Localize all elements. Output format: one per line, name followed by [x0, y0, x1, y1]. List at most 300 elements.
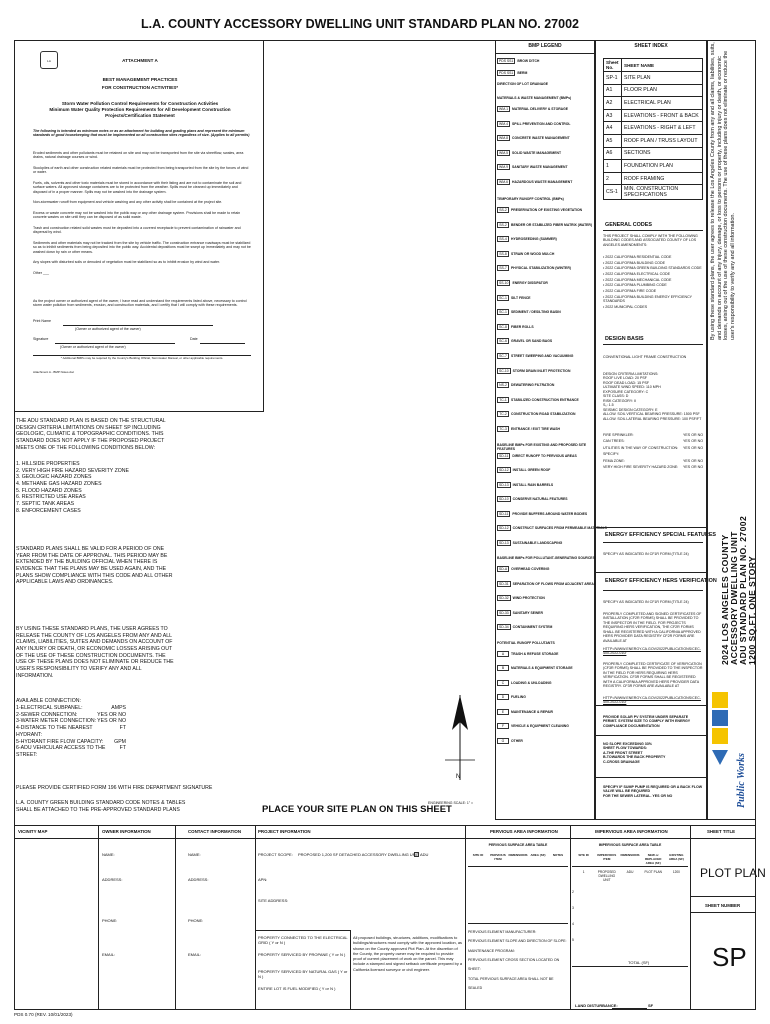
connection-value[interactable]: YES OR NO: [97, 711, 126, 718]
bmp-label: SOLID WASTE MANAGEMENT: [512, 150, 562, 155]
divider: [468, 866, 568, 867]
owner-info-title: OWNER INFORMATION: [102, 829, 151, 834]
bmp-item: [497, 680, 552, 686]
green-building-note: L.A. COUNTY GREEN BUILDING STANDARD CODE NOTES & TABLES SHALL BE ATTACHED TO THE PRE-APPROVED STANDARD PLANS: [16, 800, 186, 813]
bmp-label: DIRECT RUNOFF TO PERVIOUS AREAS: [512, 453, 577, 458]
connection-value[interactable]: FT: [119, 725, 126, 731]
impervious-cell: 1200: [672, 870, 680, 874]
bmp-label: WIND PROTECTION: [512, 596, 545, 601]
attachment-bullet: Eroded sediments and other pollutants must be retained on site and may not be transported from the site via sheetflow, swales, area drains, natural drainage courses or wind.: [33, 151, 244, 160]
bmp-item: [497, 265, 571, 271]
bmp-label: BENDER OR STABILIZED FIBER MATRIX (WATER): [511, 222, 592, 227]
bmp-label: OTHER: [511, 738, 523, 743]
pervious-col: NOTES: [552, 853, 564, 857]
mwm-heading: MATERIALS & WASTE MANAGEMENT (BMPs): [497, 96, 572, 100]
bmp-item: [497, 525, 607, 531]
pervious-col: PERVIOUS ITEM: [490, 853, 506, 861]
bmp-item: [497, 338, 552, 344]
criteria-item: EXPOSURE CATEGORY: C: [603, 389, 649, 394]
sheet-index-row: [604, 160, 703, 173]
bmp-label: BROW DITCH: [517, 59, 540, 63]
sheet-no: SP-1: [604, 72, 622, 85]
pervious-col: AREA (SF): [530, 853, 546, 857]
impervious-info-title: IMPERVIOUS AREA INFORMATION: [595, 829, 668, 834]
connection-label: 5-HYDRANT FIRE FLOW CAPACITY:: [16, 738, 104, 745]
condition-item: 1. HILLSIDE PROPERTIES: [16, 461, 80, 467]
bmp-symbol: C: [497, 680, 509, 686]
owner-email-label: EMAIL:: [102, 952, 116, 957]
pollutant-heading: BASELINE BMPs FOR POLLUTANT-GENERATING SOURCES: [497, 556, 595, 561]
fire-label: VERY HIGH FIRE SEVERITY HAZARD ZONE:: [603, 465, 679, 470]
fire-value[interactable]: YES OR NO: [683, 445, 703, 450]
bmp-symbol: TC-1: [497, 397, 509, 403]
fuel-modified-field[interactable]: ENTIRE LOT IS FUEL MODIFIED ( Y or N ): [258, 986, 336, 991]
land-disturbance-label: LAND DISTURBANCE:: [575, 1003, 618, 1008]
fire-value[interactable]: YES OR NO: [683, 465, 703, 470]
bmp-symbol: SD-11: [499, 511, 509, 516]
fire-label: CAN TREES:: [603, 439, 625, 444]
impervious-col: IMPERVIOUS ITEM: [597, 853, 617, 861]
fire-row: [603, 446, 703, 450]
connection-value[interactable]: FT: [119, 745, 126, 752]
site-plan-placeholder: PLACE YOUR SITE PLAN ON THIS SHEET: [262, 804, 452, 815]
fire-value[interactable]: YES OR NO: [683, 433, 703, 437]
bmp-label: TRASH & REFUSE STORAGE: [511, 651, 559, 656]
bmp-symbol: SD-34: [499, 625, 509, 630]
bmp-item: [497, 482, 553, 488]
sheet-name: SECTIONS: [622, 147, 703, 160]
impervious-ids: [572, 884, 582, 948]
bmp-item: [497, 164, 568, 170]
bmp-label: STREET SWEEPING AND VACUUMING: [511, 354, 574, 358]
attachment-bullet: Excess or waste concrete may not be washed into the public way or any other drainage system. Provisions shall be made to retain concrete wastes on site until they can be disposed of as solid waste.: [33, 210, 241, 220]
fire-row: [603, 465, 703, 469]
bmp-item: [497, 709, 553, 715]
impervious-cell: ADU: [626, 870, 634, 874]
print-name-label: Print Name: [33, 319, 51, 323]
bmp-item: [497, 368, 570, 374]
divider: [175, 825, 176, 1010]
divider: [570, 825, 571, 1010]
bmp-symbol: SS-2: [497, 207, 509, 213]
county-seal-icon: LA: [40, 51, 58, 69]
propane-field[interactable]: PROPERTY SERVICED BY PROPANE ( Y or N ): [258, 952, 346, 957]
project-info-title: PROJECT INFORMATION: [258, 829, 311, 834]
attachment-sub-3: Projects/Certification Statement: [105, 113, 175, 118]
pervious-info-title: PERVIOUS AREA INFORMATION: [490, 829, 558, 834]
impervious-cell: PROPOSED DWELLING UNIT: [597, 870, 616, 882]
attachment-bullet: Other ___: [33, 270, 49, 275]
bmp-symbol: SD-13: [499, 482, 509, 487]
attachment-heading-1: BEST MANAGEMENT PRACTICES: [102, 77, 178, 82]
fire-label: UTILITIES IN THE WAY OF CONSTRUCTION:: [603, 445, 679, 450]
pervious-col: DIMENSIONS: [508, 853, 528, 857]
bmp-symbol: WM-8: [499, 136, 509, 140]
divider: [98, 825, 99, 1010]
divider: [595, 527, 707, 528]
vicinity-map-title: VICINITY MAP: [18, 829, 48, 834]
bmp-item: [497, 694, 526, 700]
attachment-sub-1: Storm Water Pollution Control Requirements for Construction Activities: [61, 101, 219, 106]
pervious-table-title: PERVIOUS SURFACE AREA TABLE: [488, 843, 548, 847]
sheet-name: SITE PLAN: [622, 72, 703, 85]
general-codes-list: [603, 255, 703, 311]
criteria-item: ULTIMATE WIND SPEED: 110 MPH: [603, 385, 661, 390]
land-disturbance-unit: SF: [648, 1003, 654, 1008]
bmp-symbol: WM-9: [499, 165, 509, 169]
sheet-name: FLOOR PLAN: [622, 84, 703, 97]
code-item: • 2022 CALIFORNIA MECHANICAL CODE: [603, 277, 672, 282]
connection-value[interactable]: GPM: [114, 738, 126, 745]
bmp-item: [497, 610, 543, 616]
connection-value[interactable]: AMPS: [111, 704, 126, 711]
impervious-col: SITE ID: [578, 853, 589, 857]
bmp-label: INSTALL GREEN ROOF: [512, 468, 551, 473]
bmp-label: BERM: [517, 71, 528, 75]
bmp-label: STABILIZED CONSTRUCTION ENTRANCE: [511, 397, 579, 402]
sheet-number-value: SP: [712, 942, 747, 972]
electrical-grid-field[interactable]: PROPERTY CONNECTED TO THE ELECTRICAL GRID ( Y or N ): [258, 935, 348, 945]
criteria-intro: THE ADU STANDARD PLAN IS BASED ON THE STRUCTURAL DESIGN CRITERIA LIMITATIONS ON SHEET SP INCLUDING GEOLOGIC, CLIMATIC & TOPOGRAPHIC CONDITIONS. THIS STANDARD DOES NOT APPLY IF THE PROPOSED PROJECT MEETS ONE OF THE FOLLOWING CONDITIONS BELOW:: [16, 418, 166, 451]
bmp-symbol: SS-4: [497, 236, 509, 242]
bmp-label: CONCRETE WASTE MANAGEMENT: [512, 136, 570, 140]
bmp-item: [497, 496, 568, 502]
attachment-heading-2: FOR CONSTRUCTION ACTIVITIES*: [101, 85, 179, 90]
bmp-label: MATERIALS & EQUIPMENT STORAGE: [511, 666, 573, 671]
bmp-label: STORM DRAIN INLET PROTECTION: [512, 368, 571, 373]
sheet-index-header: [604, 59, 703, 72]
impervious-id: 4: [572, 922, 574, 926]
divider: [14, 838, 756, 839]
criteria-item: SITE CLASS: D: [603, 394, 629, 399]
sheet-name: ELECTRICAL PLAN: [622, 97, 703, 110]
sump-note: SPECIFY IF SUMP PUMP IS REQUIRED OR A BACK FLOW VALVE WILL BE REQUIRED FOR THE SEWER LATERAL. YES OR NO: [603, 785, 703, 798]
bmp-symbol: SC-6: [497, 338, 509, 344]
sheet-index-row: [604, 72, 703, 85]
bmp-item: [497, 121, 570, 127]
bmp-label: SANITARY SEWER: [512, 610, 543, 615]
print-name-sub: (Owner or authorized agent of the owner): [75, 327, 141, 331]
divider: [468, 923, 568, 924]
bmp-symbol: E: [497, 709, 509, 715]
code-item: • 2022 CALIFORNIA GREEN BUILDING STANDARDS CODE: [603, 266, 702, 271]
bmp-label: CONSTRUCTION ROAD STABILIZATION: [511, 412, 576, 417]
bmp-item: [497, 738, 523, 744]
signature-label: Signature: [33, 337, 49, 341]
sheet-no: A4: [604, 122, 622, 135]
bmp-symbol: SS-10: [499, 281, 509, 285]
energy-url-1[interactable]: HTTP://WWW.ENERGY.CA.GOV/2022PUBLICATIONS/CEC-400-2022-010/: [603, 647, 701, 656]
energy-url-2[interactable]: HTTP://WWW.ENERGY.CA.GOV/2022PUBLICATIONS/CEC-400-2022-010/: [603, 696, 701, 705]
bmp-item: [497, 70, 527, 76]
bmp-symbol: F: [497, 723, 509, 729]
bmp-item: [497, 382, 554, 388]
bmp-label: CONSERVE NATURAL FEATURES: [512, 497, 568, 502]
bmp-item: [497, 397, 579, 403]
bmp-symbol: WM-6: [499, 179, 509, 184]
logo-text: Public Works: [736, 753, 747, 808]
contact-email-label: EMAIL:: [188, 952, 202, 957]
impervious-table-header: [572, 853, 688, 865]
impervious-col: NEW or REPLACED AREA (SF): [644, 853, 662, 865]
pervious-note: TOTAL PERVIOUS SURFACE AREA SHALL NOT BE SEALED: [468, 976, 554, 991]
sheet-index-col-2: SHEET NAME: [622, 59, 703, 72]
attachment-bullet: Fuels, oils, solvents and other toxic materials must be stored in accordance with their listing and are not to contaminate the soil and surface waters. All approved storage containers are to be protected from the weather. Spills must be cleaned up immediately and disposed of in a proper manner. Spills may not be washed into the drainage system.: [33, 180, 242, 194]
impervious-cell: PLOT PLAN: [644, 870, 662, 874]
divider: [603, 590, 703, 591]
validity-note: STANDARD PLANS SHALL BE VALID FOR A PERIOD OF ONE YEAR FROM THE DATE OF APPROVAL. THIS PERIOD MAY BE EXTENDED BY THE BUILDING OFFICIAL WHEN THERE IS EVIDENCE THAT THE PLANS MAY BE USED AGAIN, AND THE PLANS SHOW COMPLIANCE WITH THIS CODE AND ALL OTHER APPLICABLE LAWS AND ORDINANCES.: [16, 546, 173, 586]
energy-hers-text-b: PROPERLY COMPLETED AND SIGNED CERTIFICATES OF INSTALLATION (CF2R FORMS) SHALL BE PROVIDED TO THE INSPECTOR IN THE FIELD. FOR PROJECTS REQUIRING HERS VERIFICATION, THE CF2R FORMS SHALL BE REGISTERED WITH A CALIFORNIA APPROVED HERS PROVIDER DATA REGISTRY CF2R FORMS ARE AVAILABLE AT: [603, 612, 702, 643]
sheet-number-label: SHEET NUMBER: [705, 903, 741, 908]
bmp-item: [497, 135, 570, 141]
bmp-item: [497, 511, 587, 517]
code-item: • 2022 CALIFORNIA BUILDING ENERGY EFFICIENCY STANDARDS: [603, 294, 692, 304]
bmp-item: [497, 58, 539, 64]
general-codes-title: GENERAL CODES: [605, 222, 652, 228]
bmp-symbol: SD-12: [499, 526, 509, 531]
divider: [572, 966, 688, 967]
bmp-label: CONSTRUCT SURFACES FROM PERMEABLE MATERIALS: [512, 526, 607, 531]
pervious-notes: [468, 928, 568, 993]
bmp-symbol: SC-8: [497, 324, 509, 330]
divider: [572, 866, 688, 867]
attachment-a-panel: [14, 40, 264, 412]
attachment-ref: Attachment A - BMP Notes.doc: [33, 370, 75, 374]
impervious-id: 2: [572, 890, 574, 894]
connection-label: 6-ADU VEHICULAR ACCESS TO THE STREET:: [16, 745, 106, 758]
contact-phone-label: PHONE:: [188, 918, 204, 923]
criteria-item: RISK CATEGORY: II: [603, 398, 637, 403]
plan-title-line-2: ACCESSORY DWELLING UNIT: [729, 531, 739, 665]
bmp-symbol: SC-1: [497, 295, 509, 301]
fire-value[interactable]: YES OR NO: [683, 439, 703, 444]
sheet-index-row: [604, 172, 703, 185]
fire-label: FEMA ZONE:: [603, 458, 625, 463]
condition-item: 7. SEPTIC TANK AREAS: [16, 500, 75, 507]
bmp-symbol: SC-7: [497, 353, 509, 359]
divider: [255, 825, 256, 1010]
bmp-symbol: PDS SS1: [499, 71, 514, 75]
bmp-symbol: WM-4: [499, 121, 509, 126]
bmp-item: [497, 581, 596, 587]
bmp-symbol: SS-7: [497, 265, 509, 271]
pervious-table-header: [468, 853, 568, 861]
bmp-symbol: WM-1: [499, 107, 509, 111]
owner-phone-label: PHONE:: [102, 918, 118, 923]
natural-gas-field[interactable]: PROPERTY SERVICED BY NATURAL GAS ( Y or N ): [258, 969, 348, 979]
bmp-item: [497, 665, 573, 671]
baseline-heading: BASELINE BMPs FOR EXISTING AND PROPOSED SITE FEATURES: [497, 442, 587, 451]
contact-info-title: CONTACT INFORMATION: [188, 829, 242, 834]
release-note: BY USING THESE STANDARD PLANS, THE USER AGREES TO RELEASE THE COUNTY OF LOS ANGELES FROM ANY AND ALL CLAIMS, LIABILITIES, SUITES AND DEMANDS ON ACCOUNT OF ANY INJURY OR DEATH, OR ECONOMIC LOSSES ARISING OUT OF THE USE OF THESE CONSTRUCTION DOCUMENTS. THE USE OF THESE PLANS DOES NOT ELIMINATE OR REDUCE THE USER'S RESPONSIBILITY TO VERIFY ANY AND ALL INFORMATION.: [16, 626, 174, 679]
bmp-item: [497, 411, 575, 417]
impervious-row: [572, 870, 688, 882]
divider: [603, 344, 703, 345]
potential-heading: POTENTIAL RUNOFF POLLUTANTS: [497, 640, 555, 645]
available-heading: AVAILABLE CONNECTION:: [16, 698, 81, 704]
attachment-bullet: Sediments and other materials may not be tracked from the site by vehicle traffic. The construction entrance roadways must be stabilized so as to inhibit sediments from being deposited into the public way. Accidental depositions must be swept up immediately and may not be washed down by rain or other means.: [33, 240, 251, 254]
bmp-symbol: SD-13: [499, 540, 509, 545]
bmp-label: MATERIAL DELIVERY & STORAGE: [512, 107, 568, 111]
adu-checkbox[interactable]: [414, 852, 419, 857]
bmp-item: [497, 179, 572, 185]
form-id: PDS 0.70 (REV. 10/01/2023): [14, 1012, 73, 1017]
condition-item: 3. GEOLOGIC HAZARD ZONES: [16, 474, 92, 481]
bmp-symbol: TC-3: [497, 426, 509, 432]
bmp-label: DEWATERING FILTRATION: [511, 383, 555, 388]
fire-row: [603, 452, 703, 456]
divider: [690, 912, 756, 913]
bmp-label: SEPARATION OF FLOWS FROM ADJACENT AREAS: [512, 581, 597, 586]
attachment-bullet: Non-stormwater runoff from equipment and vehicle washing and any other activity shall be contained at the project site.: [33, 200, 223, 205]
plan-title-line-3: ADU STANDARD PLAN NO. 27002: [738, 515, 748, 665]
sheet-name: MIN. CONSTRUCTION SPECIFICATIONS: [622, 185, 703, 200]
bmp-label: PRESERVATION OF EXISTING VEGETATION: [511, 208, 583, 212]
bmp-item: [497, 309, 561, 315]
impervious-id: 3: [572, 906, 574, 910]
bmp-symbol: SD-11: [499, 453, 509, 458]
bmp-item: [497, 540, 562, 546]
energy-special-text: SPECIFY AS INDICATED IN CF1R FORM (TITLE 24): [603, 552, 689, 556]
criteria-item: SEISMIC DESIGN CATEGORY: E: [603, 407, 658, 412]
bmp-item: [497, 324, 534, 330]
fire-info: [603, 433, 703, 472]
pervious-col: SITE ID: [472, 853, 484, 857]
bmp-item: [497, 251, 554, 257]
sheet-name: ROOF FRAMING: [622, 172, 703, 185]
code-item: • 2022 CALIFORNIA BUILDING CODE: [603, 260, 665, 265]
signature-line[interactable]: [55, 343, 175, 344]
fire-value[interactable]: YES OR NO: [683, 458, 703, 463]
north-arrow-icon: [440, 690, 480, 785]
connection-row: [16, 739, 176, 746]
attachment-bullet: Trash and construction related solid wastes must be deposited into a covered receptacle to prevent contamination of rainwater and dispersal by wind.: [33, 225, 241, 235]
divider: [603, 542, 703, 543]
bmp-item: [497, 280, 548, 286]
code-item: • 2022 CALIFORNIA PLUMBING CODE: [603, 283, 667, 288]
divider: [595, 777, 707, 778]
fire-cert-note: PLEASE PROVIDE CERTIFIED FORM 196 WITH FIRE DEPARTMENT SIGNATURE: [16, 785, 213, 791]
land-disturbance-line[interactable]: [612, 1008, 647, 1009]
condition-item: 8. ENFORCEMENT CASES: [16, 507, 81, 514]
fire-row: [603, 439, 703, 443]
sheet-index-row: [604, 122, 703, 135]
sheet-index-table: [603, 58, 703, 200]
slope-note: NO SLOPE EXCEEDING 33% SHEET FLOW TOWARDS: A-THE FRONT STREET B-TOWARDS THE BACK PROPERTY C-CROSS DRAINAGE: [603, 742, 666, 764]
bmp-symbol: PDS SS1: [499, 59, 514, 63]
connection-label: 2-SEWER CONNECTION:: [16, 711, 78, 718]
attachment-label: ATTACHMENT A: [122, 58, 158, 63]
bmp-item: [497, 236, 557, 242]
criteria-item: ROOF DEAD LOAD: 15 PSF: [603, 380, 650, 385]
contact-address-label: ADDRESS:: [188, 877, 209, 882]
attachment-sub-2: Minimum Water Quality Protection Requirements for All Development Construction: [49, 107, 231, 112]
energy-hers-text-c: PROPERLY COMPLETED CERTIFICATE OF VERIFICATION (CF3R FORMS) SHALL BE PROVIDED TO THE INSPECTOR IN THE FIELD FOR HERS REQUIRING HERS VERIFICATION. CF3R FORMS SHALL BE REGISTERED WITH A CALIFORNIA APPROVED HERS PROVIDER DATA REGISTRY. CF3R FORMS ARE AVAILABLE AT: [603, 662, 703, 689]
divider: [595, 572, 707, 573]
bmp-label: OVERHEAD COVERING: [511, 567, 550, 572]
bmp-symbol: SD-12: [499, 468, 509, 473]
impervious-cell: 1: [582, 870, 585, 874]
svg-text:N: N: [456, 774, 461, 780]
project-scope-label: PROJECT SCOPE:: [258, 852, 293, 857]
connection-row: [16, 705, 176, 712]
bmp-symbol: SS-8: [497, 251, 509, 257]
plan-title-line-1: 2024 LOS ANGELES COUNTY: [720, 534, 730, 665]
connection-value[interactable]: YES OR NO: [97, 718, 126, 725]
sheet-index-row: [604, 97, 703, 110]
bmp-item: [497, 295, 531, 301]
connection-row: [16, 718, 176, 725]
connection-label: 1-ELECTRICAL SUBPANEL:: [16, 704, 83, 711]
condition-item: 6. RESTRICTED USE AREAS: [16, 494, 86, 501]
design-basis-title: DESIGN BASIS: [605, 336, 644, 342]
code-item: • 2022 CALIFORNIA RESIDENTIAL CODE: [603, 255, 672, 259]
bmp-symbol: NS-2: [497, 382, 509, 388]
bmp-symbol: G: [497, 738, 509, 744]
bmp-symbol: D: [497, 694, 509, 700]
sheet-name: FOUNDATION PLAN: [622, 160, 703, 173]
sheet-index-row: [604, 134, 703, 147]
divider: [603, 230, 703, 231]
divider: [465, 825, 466, 1010]
available-connections: [16, 698, 176, 759]
bmp-list: [495, 58, 607, 818]
sheet-no: A6: [604, 147, 622, 160]
bmp-item: [497, 723, 569, 729]
bmp-label: GRAVEL OR SAND BAGS: [511, 339, 553, 344]
attachment-bullet: Stockpiles of earth and other construction related materials must be protected from being transported from the site by the forces of wind or water.: [33, 165, 249, 175]
date-line[interactable]: [200, 343, 245, 344]
bmp-item: [497, 566, 549, 572]
bmp-item: [497, 207, 582, 213]
sheet-no: 1: [604, 160, 622, 173]
energy-special-title: ENERGY EFFICIENCY SPECIAL FEATURES: [605, 532, 717, 538]
bmp-label: SANITARY WASTE MANAGEMENT: [512, 165, 568, 169]
bmp-label: PHYSICAL STABILIZATION (WINTER): [511, 266, 571, 271]
bmp-label: SPILL PREVENTION AND CONTROL: [512, 121, 571, 126]
bmp-label: MAINTENANCE & REPAIR: [511, 709, 553, 714]
sheet-index-row: [604, 109, 703, 122]
bmp-symbol: A: [497, 651, 509, 657]
sheet-no: 2: [604, 172, 622, 185]
bmp-item: [497, 222, 592, 228]
bmp-label: ENERGY DISSIPATOR: [512, 281, 548, 285]
code-item: • 2022 CALIFORNIA FIRE CODE: [603, 289, 657, 294]
bmp-label: INSTALL RAIN BARRELS: [512, 482, 554, 487]
condition-item: 4. METHANE GAS HAZARD ZONES: [16, 480, 102, 487]
apn-label: APN:: [258, 877, 268, 882]
bmp-symbol: SC-10: [499, 368, 509, 373]
certification-text: As the project owner or authorized agent of the owner, I have read and understand the requirements listed above, necessary to control storm water pollution from sediments, erosion, and construction materials, and I certify that I will comply with these requirements.: [33, 299, 247, 308]
sheet-index-row: [604, 84, 703, 97]
design-criteria: [603, 372, 703, 421]
connection-row: [16, 745, 176, 759]
page-title: L.A. COUNTY ACCESSORY DWELLING UNIT STANDARD PLAN NO. 27002: [140, 17, 579, 31]
sheet-no: A2: [604, 97, 622, 110]
fire-label: FIRE SPRINKLER:: [603, 433, 634, 437]
bmp-symbol: B: [497, 665, 509, 671]
bmp-symbol: SD-10: [499, 497, 509, 502]
construction-type: CONVENTIONAL LIGHT FRAME CONSTRUCTION: [603, 355, 687, 359]
fire-label: SPECIFY:: [603, 452, 620, 457]
divider: [350, 930, 351, 1010]
connection-label: 4-DISTANCE TO THE NEAREST HYDRANT:: [16, 725, 93, 738]
criteria-item: DESIGN CRITERIA LIMITATIONS:: [603, 372, 659, 376]
sheet-no: CS-1: [604, 185, 622, 200]
criteria-item: S₁: 1.5: [603, 403, 614, 408]
print-name-line[interactable]: [63, 325, 213, 326]
total-sf: TOTAL (SF): [628, 960, 650, 965]
